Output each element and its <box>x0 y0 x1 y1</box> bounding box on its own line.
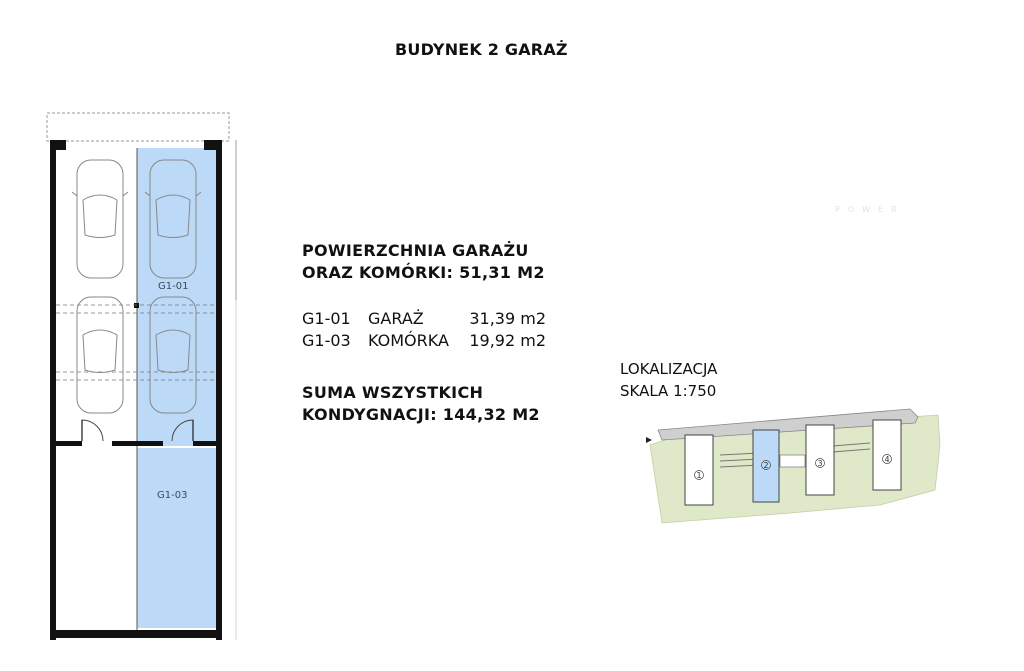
page-title: BUDYNEK 2 GARAŻ <box>395 40 568 59</box>
area-summary <box>302 240 546 426</box>
building-1 <box>685 435 713 505</box>
building-4 <box>873 420 901 490</box>
building-2-highlighted <box>753 430 779 502</box>
zone-label-g1-03: G1-03 <box>157 490 188 501</box>
room-id: G1-03 <box>302 331 351 350</box>
summary-line-2: ORAZ KOMÓRKI: 51,31 M2 <box>302 263 545 282</box>
unit-g1-03-area <box>137 448 216 628</box>
location-heading: LOKALIZACJA <box>620 360 718 378</box>
building-3 <box>806 425 834 495</box>
room-row <box>302 308 546 330</box>
room-id: G1-01 <box>302 309 351 328</box>
car-icon <box>72 160 128 278</box>
building-number: 3 <box>817 459 823 468</box>
zone-label-g1-01: G1-01 <box>158 281 189 292</box>
building-number: 2 <box>763 461 769 470</box>
building-number: 1 <box>696 471 702 480</box>
room-area: 19,92 m2 <box>469 331 546 350</box>
site-map <box>640 395 950 535</box>
location-scale: SKALA 1:750 <box>620 382 717 400</box>
building-number: 4 <box>884 455 890 464</box>
room-row <box>302 330 546 352</box>
room-area: 31,39 m2 <box>469 309 546 328</box>
total-line-2: KONDYGNACJI: 144,32 M2 <box>302 405 540 424</box>
car-icon <box>77 297 123 413</box>
unit-g1-01-area <box>137 148 216 443</box>
total-line-1: SUMA WSZYSTKICH <box>302 383 484 402</box>
summary-line-1: POWIERZCHNIA GARAŻU <box>302 241 529 260</box>
garage-floor-plan <box>0 0 260 671</box>
room-name: KOMÓRKA <box>368 331 449 350</box>
total-area <box>302 382 546 426</box>
watermark: POWER <box>835 205 905 214</box>
room-name: GARAŻ <box>368 309 424 328</box>
room-list <box>302 308 546 352</box>
